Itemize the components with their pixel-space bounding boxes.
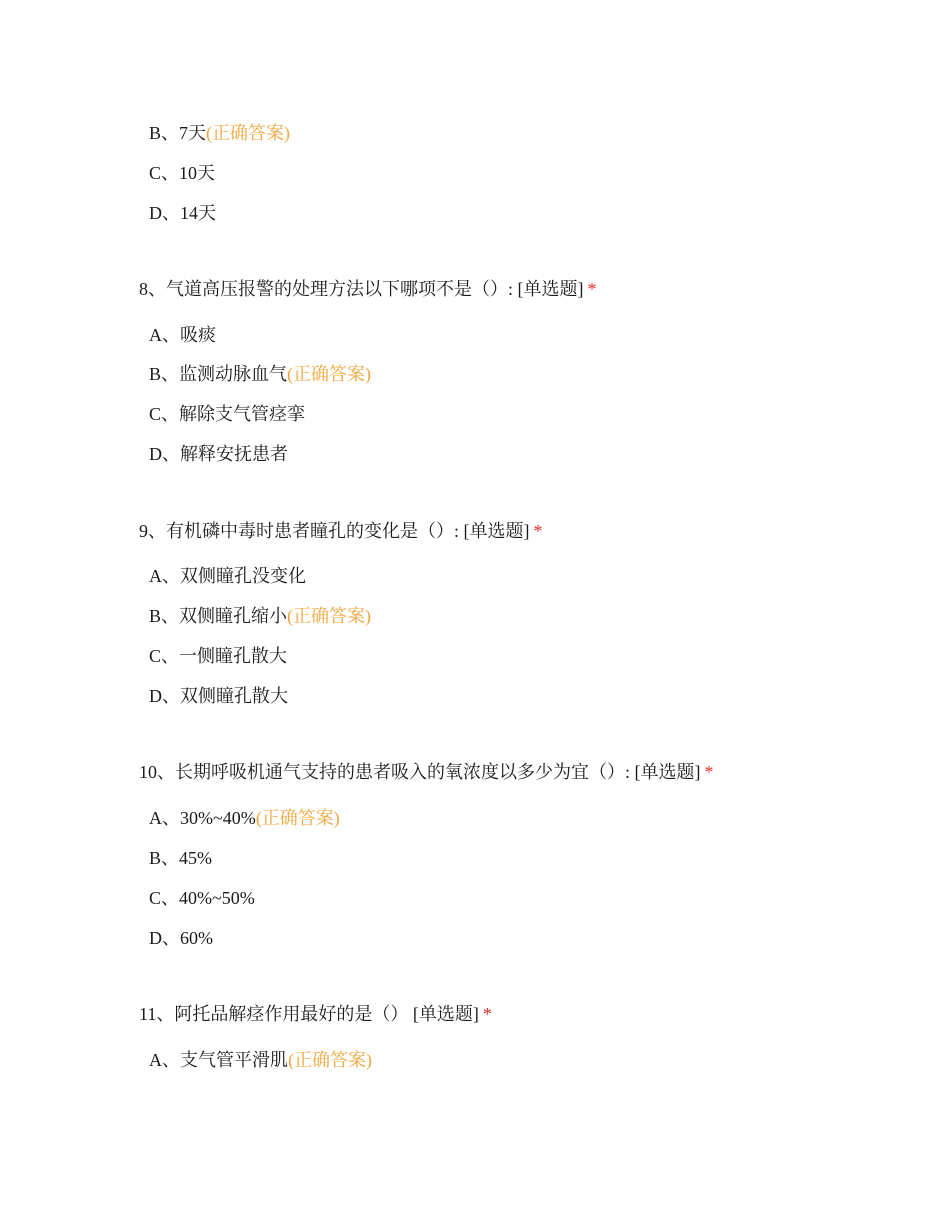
correct-answer-label: (正确答案) [288, 1050, 372, 1070]
correct-answer-label: (正确答案) [206, 123, 291, 143]
required-mark: * [587, 279, 597, 299]
option-letter: C、 [149, 888, 180, 908]
option-text: 45% [179, 848, 213, 868]
option-c[interactable] [149, 886, 255, 910]
option-text: 支气管平滑肌 [180, 1050, 288, 1070]
option-a[interactable] [149, 323, 216, 347]
option-letter: D、 [149, 686, 180, 706]
required-mark: * [533, 521, 543, 541]
option-b[interactable] [149, 846, 212, 870]
option-a[interactable] [149, 1048, 372, 1072]
option-b[interactable] [149, 362, 371, 386]
option-c[interactable] [149, 161, 215, 185]
option-text: 一侧瞳孔散大 [179, 646, 288, 666]
option-d[interactable] [149, 684, 288, 708]
required-mark: * [704, 762, 714, 782]
option-d[interactable] [149, 926, 213, 950]
option-text: 10天 [179, 163, 216, 183]
option-letter: A、 [149, 566, 180, 586]
option-letter: A、 [149, 1050, 180, 1070]
correct-answer-label: (正确答案) [255, 808, 340, 828]
question-title [139, 277, 597, 301]
question-title [139, 760, 714, 784]
question-title [139, 519, 543, 543]
option-d[interactable] [149, 442, 288, 466]
option-letter: B、 [149, 848, 180, 868]
option-text: 30%~40% [180, 808, 256, 828]
option-text: 解释安抚患者 [180, 444, 288, 464]
option-c[interactable] [149, 644, 287, 668]
option-letter: B、 [149, 606, 180, 626]
option-text: 监测动脉血气 [179, 364, 288, 384]
option-text: 双侧瞳孔缩小 [179, 606, 288, 626]
option-letter: C、 [149, 163, 180, 183]
option-letter: D、 [149, 444, 180, 464]
correct-answer-label: (正确答案) [287, 364, 372, 384]
option-text: 解除支气管痉挛 [179, 404, 306, 424]
question-text: 9、有机磷中毒时患者瞳孔的变化是（）: [单选题] [139, 521, 530, 541]
option-letter: B、 [149, 123, 180, 143]
option-text: 7天 [179, 123, 207, 143]
option-letter: D、 [149, 203, 180, 223]
correct-answer-label: (正确答案) [287, 606, 372, 626]
option-text: 吸痰 [180, 325, 216, 345]
option-letter: A、 [149, 808, 180, 828]
option-a[interactable] [149, 564, 306, 588]
option-text: 40%~50% [179, 888, 255, 908]
question-text: 10、长期呼吸机通气支持的患者吸入的氧浓度以多少为宜（）: [单选题] [139, 762, 701, 782]
option-letter: B、 [149, 364, 180, 384]
required-mark: * [482, 1004, 492, 1024]
option-c[interactable] [149, 402, 305, 426]
option-text: 双侧瞳孔没变化 [180, 566, 306, 586]
option-b[interactable] [149, 604, 371, 628]
option-letter: A、 [149, 325, 180, 345]
option-d[interactable] [149, 201, 216, 225]
option-a[interactable] [149, 806, 340, 830]
option-letter: C、 [149, 646, 180, 666]
question-text: 8、气道高压报警的处理方法以下哪项不是（）: [单选题] [139, 279, 584, 299]
option-text: 60% [180, 928, 213, 948]
option-letter: C、 [149, 404, 180, 424]
question-title [139, 1002, 492, 1026]
question-text: 11、阿托品解痉作用最好的是（） [单选题] [139, 1004, 479, 1024]
option-letter: D、 [149, 928, 180, 948]
option-b[interactable] [149, 121, 290, 145]
option-text: 双侧瞳孔散大 [180, 686, 288, 706]
option-text: 14天 [180, 203, 216, 223]
